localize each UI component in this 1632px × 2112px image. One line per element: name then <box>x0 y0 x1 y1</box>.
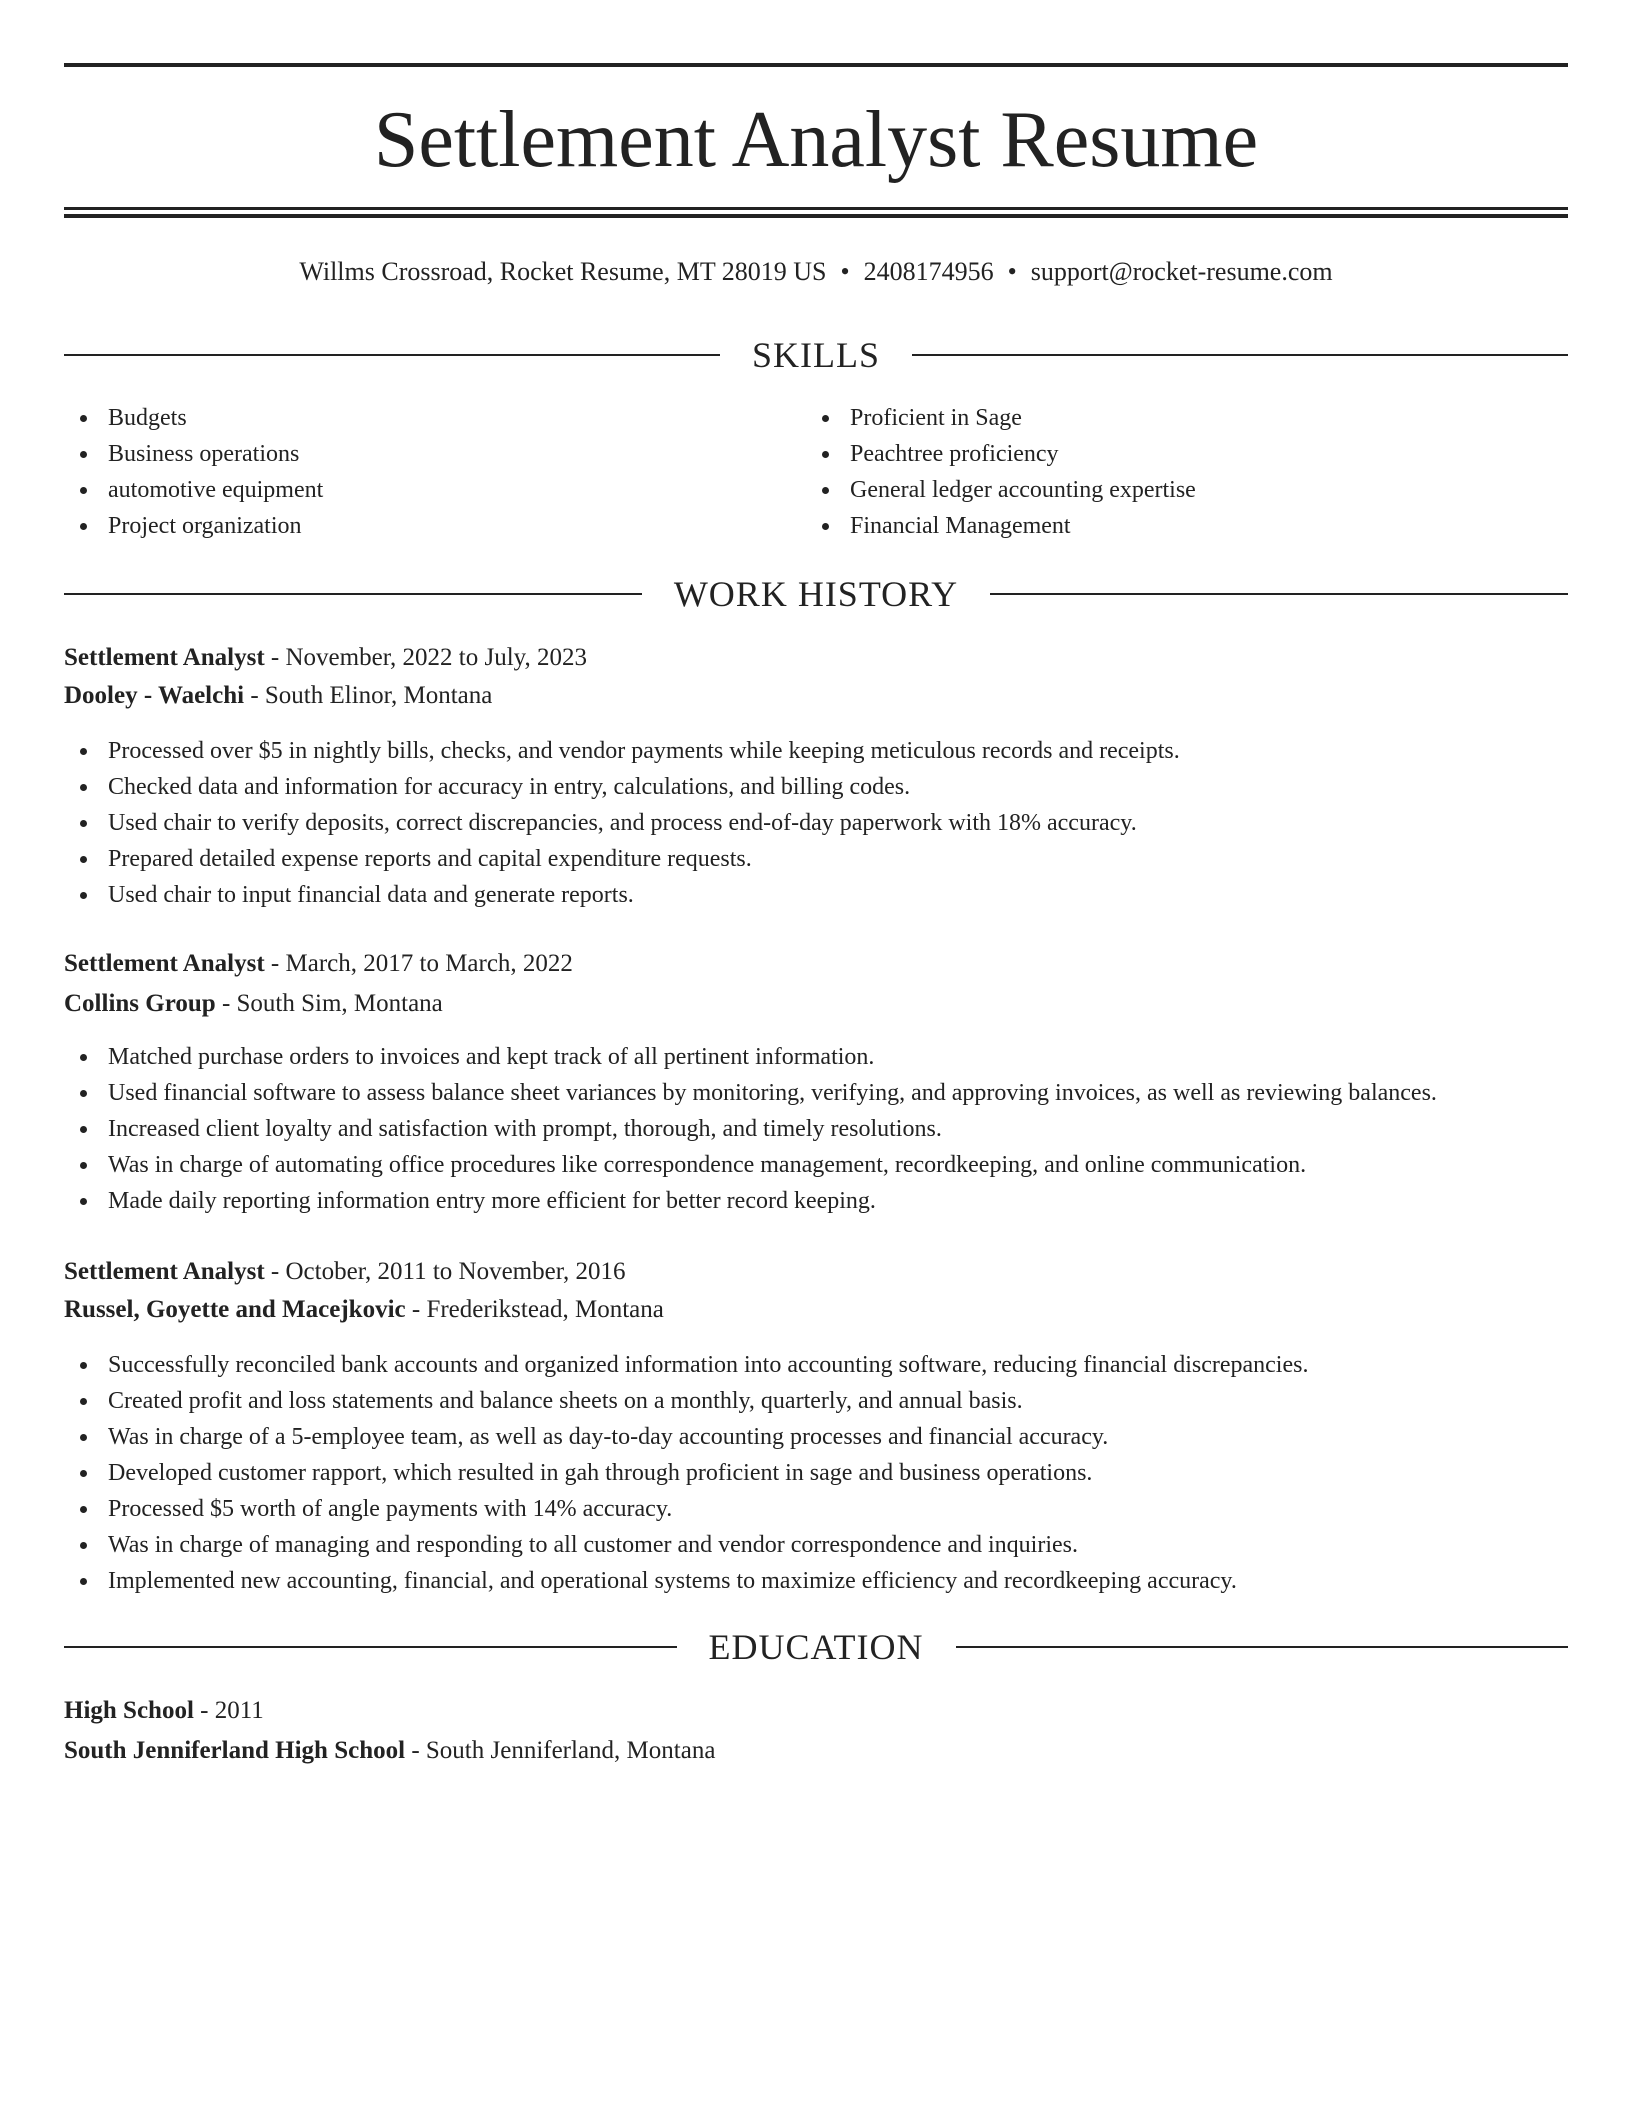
job-title: Settlement Analyst <box>64 1258 265 1285</box>
job-title-line <box>64 640 587 676</box>
job-bullet: Prepared detailed expense reports and capital expenditure requests. <box>64 841 1180 877</box>
contact-phone: 2408174956 <box>863 257 994 286</box>
heading-rule-left <box>64 593 642 595</box>
education-degree-line <box>64 1693 264 1729</box>
education-heading-label: EDUCATION <box>708 1627 924 1667</box>
job-bullet: Processed over $5 in nightly bills, checks, and vendor payments while keeping meticulous records and receipts. <box>64 733 1180 769</box>
education-school: South Jenniferland High School <box>64 1737 406 1764</box>
skill-item: General ledger accounting expertise <box>806 472 1196 508</box>
heading-rule-right <box>912 354 1568 356</box>
skill-item: Budgets <box>64 400 323 436</box>
heading-rule-left <box>64 1646 677 1648</box>
work-history-heading <box>64 574 1568 614</box>
job-title: Settlement Analyst <box>64 950 265 977</box>
job-dates: - October, 2011 to November, 2016 <box>270 1258 626 1285</box>
job-bullet: Increased client loyalty and satisfaction with prompt, thorough, and timely resolutions. <box>64 1111 1437 1147</box>
skills-heading-label: SKILLS <box>752 335 881 375</box>
job-bullet: Checked data and information for accuracy in entry, calculations, and billing codes. <box>64 769 1180 805</box>
skill-item: automotive equipment <box>64 472 323 508</box>
job-dates: - November, 2022 to July, 2023 <box>270 644 588 671</box>
page-title: Settlement Analyst Resume <box>373 96 1259 184</box>
job-bullet: Processed $5 worth of angle payments with 14% accuracy. <box>64 1491 1308 1527</box>
skill-item: Proficient in Sage <box>806 400 1196 436</box>
job-company-line <box>64 678 492 714</box>
job-bullets <box>64 1347 1308 1599</box>
job-company: Collins Group <box>64 990 216 1017</box>
contact-separator: • <box>840 257 850 286</box>
skills-list-right <box>806 400 1196 544</box>
title-double-rule <box>64 207 1568 218</box>
job-bullet: Made daily reporting information entry more efficient for better record keeping. <box>64 1183 1437 1219</box>
work-history-heading-label: WORK HISTORY <box>673 574 959 614</box>
top-rule <box>64 63 1568 67</box>
job-location: - South Sim, Montana <box>221 990 443 1017</box>
education-year: - 2011 <box>200 1697 264 1724</box>
contact-separator: • <box>1007 257 1017 286</box>
skill-item: Financial Management <box>806 508 1196 544</box>
job-company-line <box>64 1292 664 1328</box>
job-company: Dooley - Waelchi <box>64 682 245 709</box>
job-title: Settlement Analyst <box>64 644 265 671</box>
heading-rule-right <box>956 1646 1569 1648</box>
job-title-line <box>64 1254 626 1290</box>
education-location: - South Jenniferland, Montana <box>411 1737 716 1764</box>
job-bullet: Was in charge of a 5-employee team, as well as day-to-day accounting processes and financial accuracy. <box>64 1419 1308 1455</box>
job-bullet: Was in charge of automating office procedures like correspondence management, recordkeeping, and online communication. <box>64 1147 1437 1183</box>
heading-rule-left <box>64 354 720 356</box>
job-bullet: Was in charge of managing and responding to all customer and vendor correspondence and inquiries. <box>64 1527 1308 1563</box>
job-bullet: Developed customer rapport, which resulted in gah through proficient in sage and business operations. <box>64 1455 1308 1491</box>
education-degree: High School <box>64 1697 194 1724</box>
skills-heading <box>64 335 1568 375</box>
job-bullet: Successfully reconciled bank accounts and organized information into accounting software, reducing financial discrepancies. <box>64 1347 1308 1383</box>
contact-line <box>64 254 1568 290</box>
skills-list-left <box>64 400 323 544</box>
job-bullet: Used chair to verify deposits, correct discrepancies, and process end-of-day paperwork with 18% accuracy. <box>64 805 1180 841</box>
job-location: - South Elinor, Montana <box>250 682 493 709</box>
job-bullet: Used chair to input financial data and generate reports. <box>64 877 1180 913</box>
skill-item: Business operations <box>64 436 323 472</box>
contact-email: support@rocket-resume.com <box>1030 257 1333 286</box>
skill-item: Project organization <box>64 508 323 544</box>
job-dates: - March, 2017 to March, 2022 <box>270 950 573 977</box>
job-company: Russel, Goyette and Macejkovic <box>64 1296 406 1323</box>
education-heading <box>64 1627 1568 1667</box>
job-company-line <box>64 986 443 1022</box>
job-bullets <box>64 733 1180 913</box>
job-bullet: Used financial software to assess balance sheet variances by monitoring, verifying, and approving invoices, as well as reviewing balances. <box>64 1075 1437 1111</box>
job-title-line <box>64 946 573 982</box>
job-bullet: Created profit and loss statements and balance sheets on a monthly, quarterly, and annual basis. <box>64 1383 1308 1419</box>
contact-address: Willms Crossroad, Rocket Resume, MT 28019 US <box>299 257 827 286</box>
education-school-line <box>64 1733 715 1769</box>
job-bullets <box>64 1039 1437 1219</box>
job-bullet: Implemented new accounting, financial, and operational systems to maximize efficiency and recordkeeping accuracy. <box>64 1563 1308 1599</box>
heading-rule-right <box>990 593 1568 595</box>
skill-item: Peachtree proficiency <box>806 436 1196 472</box>
job-bullet: Matched purchase orders to invoices and kept track of all pertinent information. <box>64 1039 1437 1075</box>
job-location: - Frederikstead, Montana <box>411 1296 664 1323</box>
